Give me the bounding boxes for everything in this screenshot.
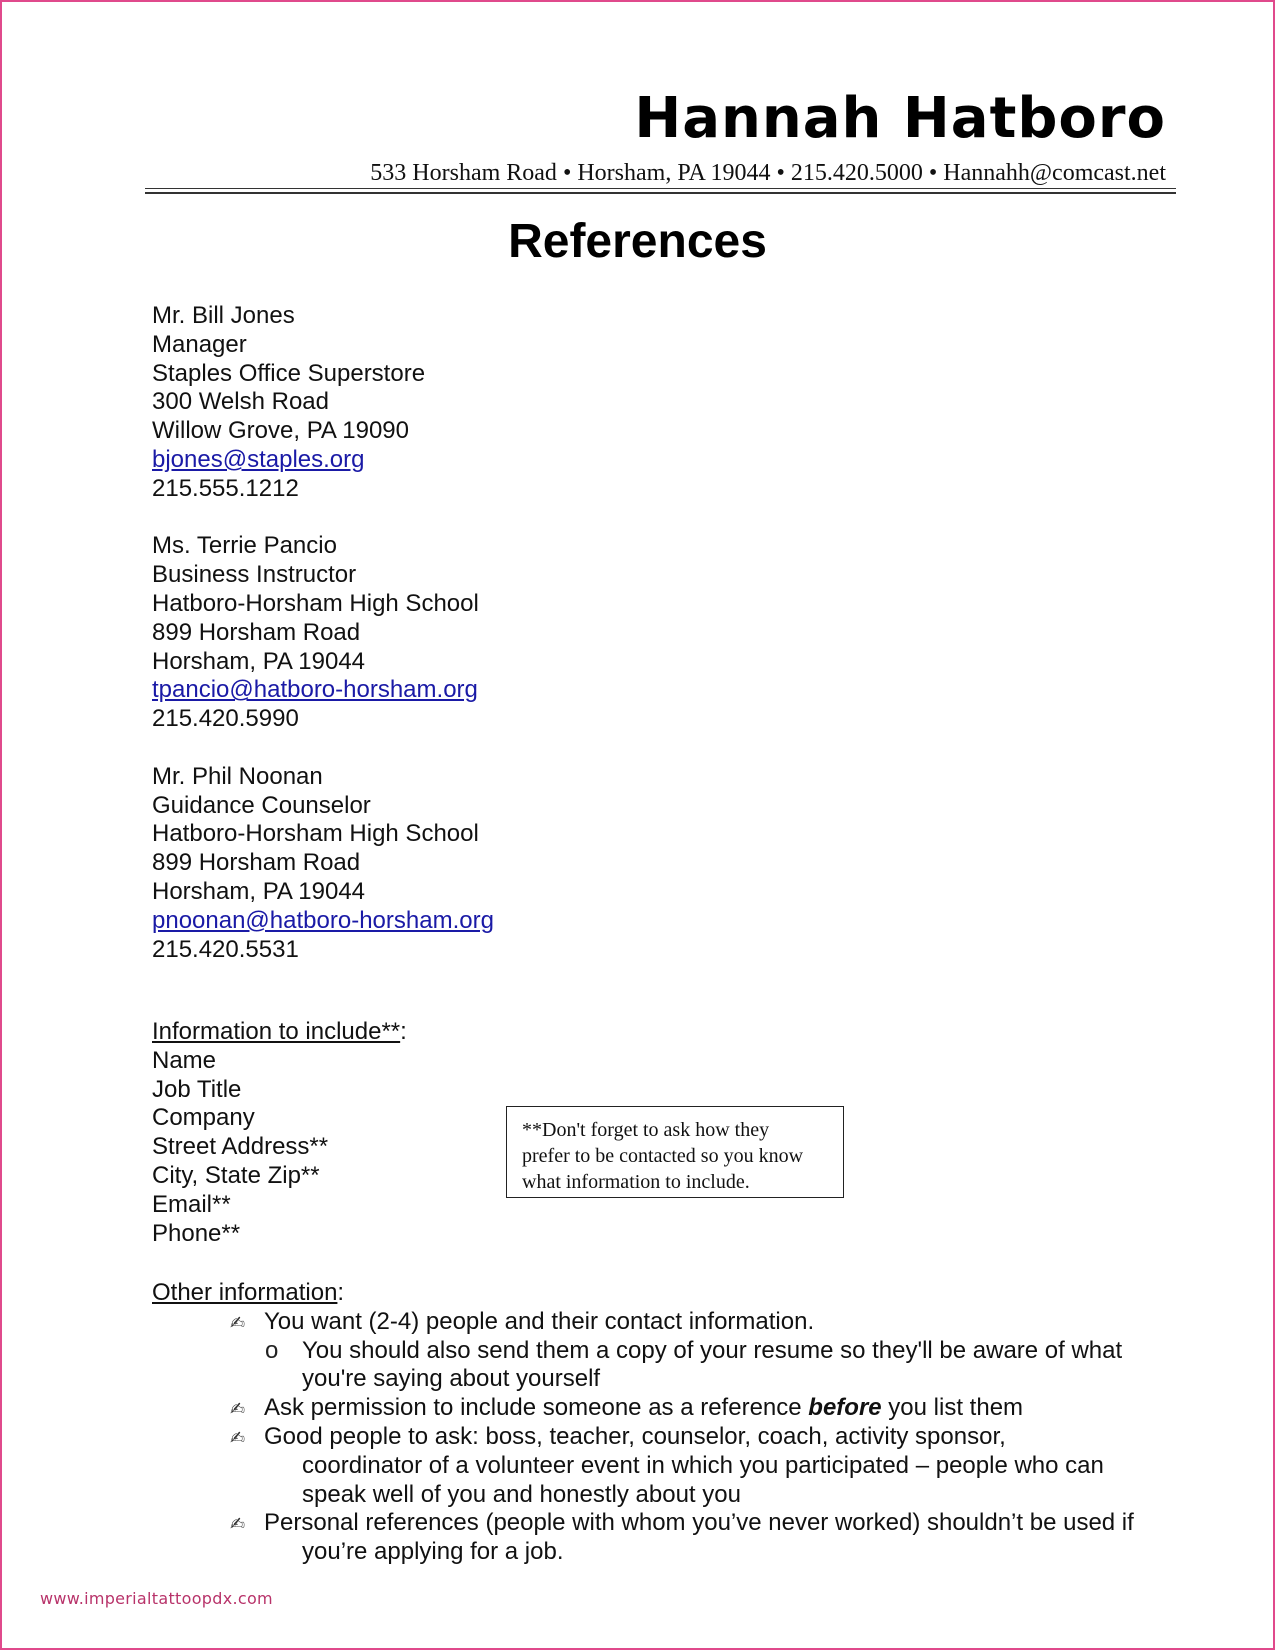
reference-entry-1 <box>152 302 494 504</box>
reference-company: Hatboro-Horsham High School <box>152 820 479 848</box>
bullet-emphasis: before <box>808 1394 882 1422</box>
info-item: Phone** <box>152 1219 241 1247</box>
reference-entry-3 <box>152 763 494 965</box>
bullet-item <box>230 1509 1172 1567</box>
reference-street: 300 Welsh Road <box>152 388 329 416</box>
other-heading-text: Other information <box>152 1279 338 1306</box>
sub-bullet-item <box>265 1336 1172 1395</box>
note-line: prefer to be contacted so you know <box>522 1145 804 1167</box>
reference-company: Staples Office Superstore <box>152 359 426 387</box>
contact-city: Horsham, PA 19044 <box>577 160 771 186</box>
watermark: www.imperialtattoopdx.com <box>40 1589 273 1608</box>
bullet-item <box>230 1394 1172 1423</box>
other-heading <box>152 1279 1172 1308</box>
sub-bullet-text: You should also send them a copy of your resume so they'll be aware of what <box>302 1336 1123 1364</box>
reference-company: Hatboro-Horsham High School <box>152 589 479 617</box>
contact-separator: • <box>776 160 785 186</box>
other-information <box>152 1279 1172 1567</box>
reference-name: Mr. Bill Jones <box>152 302 295 329</box>
page-title: References <box>508 215 767 268</box>
info-item: Street Address** <box>152 1133 329 1161</box>
info-to-include <box>152 1018 407 1248</box>
contact-separator: • <box>562 160 572 186</box>
info-item: Company <box>152 1104 255 1132</box>
contact-line <box>370 160 1166 187</box>
reference-job-title: Guidance Counselor <box>152 791 371 819</box>
reference-email-link[interactable]: pnoonan@hatboro-horsham.org <box>152 906 494 934</box>
info-item: City, State Zip** <box>152 1161 320 1189</box>
bullet-item <box>230 1422 1172 1509</box>
bullet-text-continued: coordinator of a volunteer event in which you participated – people who can <box>302 1451 1104 1479</box>
reference-city: Willow Grove, PA 19090 <box>152 417 410 445</box>
reference-name: Ms. Terrie Pancio <box>152 532 337 560</box>
bullet-text: Personal references (people with whom you’ve never worked) shouldn’t be used if <box>264 1509 1134 1537</box>
reference-phone: 215.420.5990 <box>152 705 299 733</box>
contact-email: Hannahh@comcast.net <box>943 160 1166 186</box>
info-item: Name <box>152 1046 217 1074</box>
reference-email-link[interactable]: tpancio@hatboro-horsham.org <box>152 676 478 704</box>
bullet-text: Good people to ask: boss, teacher, counselor, coach, activity sponsor, <box>264 1422 1006 1450</box>
reference-phone: 215.420.5531 <box>152 935 299 963</box>
bullet-text <box>264 1394 1172 1423</box>
sub-bullet-text: you're saying about yourself <box>302 1365 601 1393</box>
contact-separator: • <box>928 160 938 186</box>
bullet-text-continued: you’re applying for a job. <box>302 1538 564 1566</box>
writing-hand-icon: ✍ <box>230 1514 246 1536</box>
reference-job-title: Business Instructor <box>152 561 357 589</box>
header-rule-thick <box>145 192 1176 194</box>
reference-name: Mr. Phil Noonan <box>152 762 323 790</box>
reference-job-title: Manager <box>152 330 247 358</box>
bullet-text: You want (2-4) people and their contact information. <box>264 1307 815 1335</box>
note-line: what information to include. <box>522 1171 750 1193</box>
bullet-text-part: you list them <box>881 1394 1024 1422</box>
reference-phone: 215.555.1212 <box>152 474 299 502</box>
writing-hand-icon: ✍ <box>230 1399 246 1421</box>
bullet-item <box>230 1307 1172 1337</box>
info-item: Job Title <box>152 1075 242 1103</box>
references-list <box>152 302 494 993</box>
note-box <box>506 1106 844 1198</box>
note-line: **Don't forget to ask how they <box>522 1119 770 1141</box>
reference-email-link[interactable]: bjones@staples.org <box>152 445 365 473</box>
info-heading-text: Information to include** <box>152 1018 401 1045</box>
reference-entry-2 <box>152 532 494 734</box>
info-heading-colon: : <box>400 1018 407 1045</box>
contact-address: 533 Horsham Road <box>370 160 557 186</box>
reference-street: 899 Horsham Road <box>152 618 361 646</box>
info-heading <box>152 1018 407 1047</box>
info-item: Email** <box>152 1190 231 1218</box>
other-heading-colon: : <box>337 1279 345 1306</box>
reference-city: Horsham, PA 19044 <box>152 647 366 675</box>
reference-city: Horsham, PA 19044 <box>152 877 366 905</box>
applicant-name: Hannah Hatboro <box>634 86 1166 151</box>
bullet-text-part: Ask permission to include someone as a reference <box>264 1394 809 1422</box>
header-rule-thin <box>145 188 1176 189</box>
writing-hand-icon: ✍ <box>230 1312 246 1334</box>
bullet-text-continued: speak well of you and honestly about you <box>302 1480 741 1508</box>
circle-bullet-icon: o <box>265 1336 279 1364</box>
reference-street: 899 Horsham Road <box>152 849 361 877</box>
writing-hand-icon: ✍ <box>230 1427 246 1449</box>
contact-phone: 215.420.5000 <box>790 160 923 186</box>
